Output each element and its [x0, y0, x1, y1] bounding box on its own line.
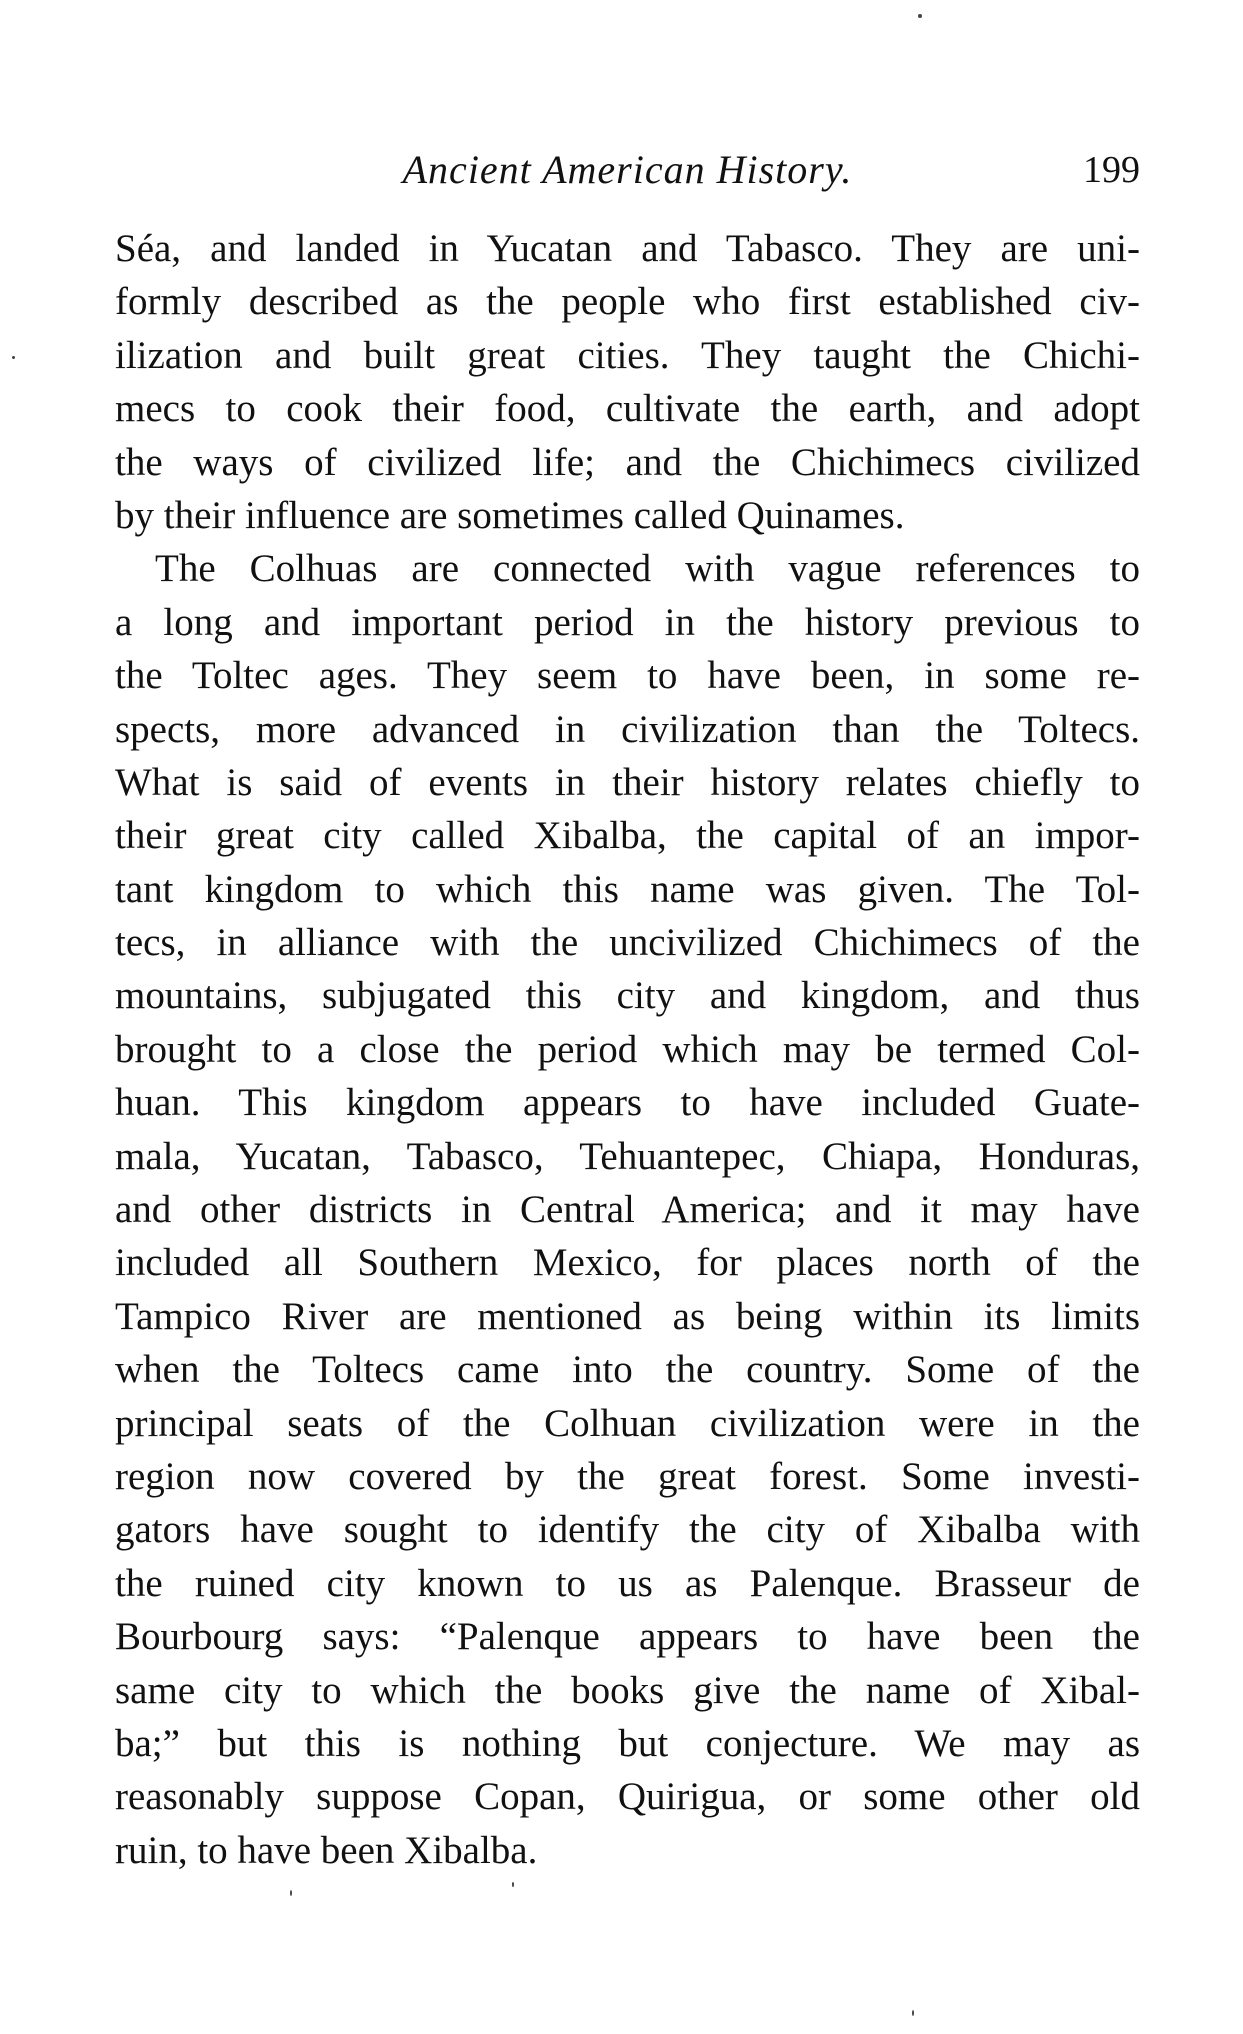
text-line: What is said of events in their history relates chiefly to [115, 760, 1140, 804]
text-line: the ruined city known to us as Palenque. Brasseur de [115, 1561, 1140, 1605]
text-line: gators have sought to identify the city of Xibalba with [115, 1508, 1140, 1552]
text-line: mountains, subjugated this city and kingdom, and thus [115, 974, 1140, 1018]
scan-speck [512, 1882, 514, 1887]
text-line: when the Toltecs came into the country. Some of the [115, 1348, 1140, 1392]
text-line: the Toltec ages. They seem to have been, in some re- [115, 654, 1140, 698]
body-text [115, 222, 1140, 1877]
text-line: and other districts in Central America; and it may have [115, 1188, 1140, 1232]
text-line: The Colhuas are connected with vague references to [155, 547, 1140, 591]
running-header [115, 140, 1140, 200]
text-line: included all Southern Mexico, for places north of the [115, 1241, 1140, 1285]
running-title: Ancient American History. [402, 147, 853, 192]
text-line: a long and important period in the history previous to [115, 600, 1140, 644]
text-line: tecs, in alliance with the uncivilized Chichimecs of the [115, 921, 1140, 965]
scan-speck [912, 2010, 914, 2016]
scan-speck [12, 356, 15, 359]
text-line: mecs to cook their food, cultivate the earth, and adopt [115, 387, 1140, 431]
text-line: brought to a close the period which may be termed Col- [115, 1027, 1140, 1071]
text-line: reasonably suppose Copan, Quirigua, or some other old [115, 1775, 1140, 1819]
text-line: ba;” but this is nothing but conjecture. We may as [115, 1721, 1140, 1765]
page-number: 199 [1083, 149, 1140, 191]
text-line: Séa, and landed in Yucatan and Tabasco. They are uni- [115, 227, 1140, 270]
text-line: spects, more advanced in civilization than the Toltecs. [115, 707, 1140, 751]
text-line: ruin, to have been Xibalba. [115, 1828, 538, 1872]
text-line: the ways of civilized life; and the Chichimecs civilized [115, 440, 1140, 484]
text-line: Tampico River are mentioned as being within its limits [115, 1294, 1140, 1338]
text-line: by their influence are sometimes called Quinames. [115, 493, 905, 537]
text-line: tant kingdom to which this name was given. The Tol- [115, 867, 1140, 911]
text-line: huan. This kingdom appears to have included Guate- [115, 1081, 1140, 1125]
scan-speck [290, 1890, 292, 1896]
text-line: ilization and built great cities. They taught the Chichi- [115, 333, 1140, 377]
text-line: Bourbourg says: “Palenque appears to have been the [115, 1615, 1140, 1659]
text-line: same city to which the books give the name of Xibal- [115, 1668, 1140, 1712]
scan-speck [918, 14, 922, 18]
text-line: their great city called Xibalba, the capital of an impor- [115, 814, 1140, 858]
text-line: region now covered by the great forest. Some investi- [115, 1454, 1140, 1498]
text-line: formly described as the people who first established civ- [115, 280, 1140, 324]
text-line: mala, Yucatan, Tabasco, Tehuantepec, Chiapa, Honduras, [115, 1134, 1140, 1178]
text-line: principal seats of the Colhuan civilization were in the [115, 1401, 1140, 1445]
